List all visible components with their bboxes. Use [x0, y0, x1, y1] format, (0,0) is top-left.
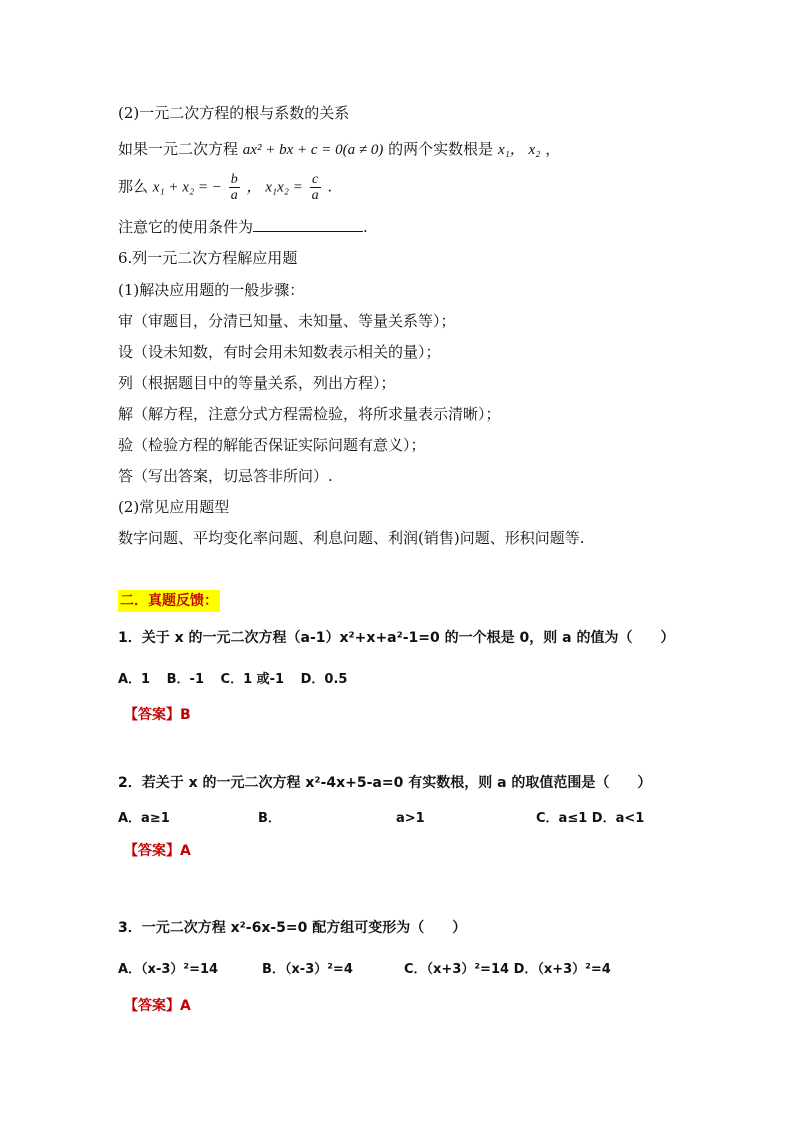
fill-in-blank[interactable] — [253, 217, 363, 232]
step-item: 解（解方程，注意分式方程需检验，将所求量表示清晰）； — [118, 405, 501, 423]
text-fragment: ， — [545, 140, 561, 158]
types-text: 数字问题、平均变化率问题、利息问题、利润(销售)问题、形积问题等. — [118, 529, 585, 547]
question-3-answer — [124, 995, 191, 1017]
option[interactable]: B．-1 — [166, 672, 204, 687]
answer-label: 【答案】 — [124, 707, 180, 723]
answer-value: A — [180, 998, 191, 1014]
step-item: 验（检验方程的解能否保证实际问题有意义）； — [118, 436, 426, 454]
step-item: 答（写出答案，切忌答非所问）. — [118, 467, 333, 485]
section-6-title: 6.列一元二次方程解应用题 — [118, 249, 298, 267]
answer-label: 【答案】 — [124, 843, 180, 859]
vieta-formula-line — [118, 172, 332, 203]
option[interactable]: D．0.5 — [300, 672, 348, 687]
option[interactable]: B．（x-3）²=4 — [262, 962, 353, 977]
subsection-heading-roots-coefficients: (2)一元二次方程的根与系数的关系 — [118, 104, 350, 122]
option[interactable]: C．（x+3）²=14 D．（x+3）²=4 — [404, 962, 611, 977]
option[interactable]: A．1 — [118, 672, 151, 687]
fraction-numerator: c — [310, 172, 321, 188]
option[interactable]: C．a≤1 D．a<1 — [536, 811, 645, 826]
quadratic-equation: ax² + bx + c = 0(a ≠ 0) — [242, 142, 384, 158]
question-1-stem: 1．关于 x 的一元二次方程（a-1）x²+x+a²-1=0 的一个根是 0，则 a 的值为（ ） — [118, 630, 675, 646]
step-item: 审（审题目，分清已知量、未知量、等量关系等）； — [118, 312, 456, 330]
option[interactable]: C．1 或-1 — [220, 672, 285, 687]
usage-condition-line — [118, 216, 368, 238]
question-2-stem: 2．若关于 x 的一元二次方程 x²-4x+5-a=0 有实数根，则 a 的取值范围是（ ） — [118, 775, 652, 791]
answer-label: 【答案】 — [124, 998, 180, 1014]
option[interactable]: A．（x-3）²=14 — [118, 962, 219, 977]
step-item: 列（根据题目中的等量关系，列出方程）； — [118, 374, 396, 392]
fraction-denominator: a — [311, 188, 319, 203]
product-of-roots: ， x₁x₂ = — [246, 179, 303, 196]
fraction-c-over-a — [310, 172, 321, 203]
question-3-stem: 3．一元二次方程 x²-6x-5=0 配方组可变形为（ ） — [118, 920, 467, 936]
text-fragment: . — [327, 177, 333, 196]
fraction-numerator: b — [230, 172, 238, 187]
text-fragment: 如果一元二次方程 — [118, 140, 239, 158]
steps-heading: (1)解决应用题的一般步骤： — [118, 281, 305, 299]
sum-of-roots: x₁ + x₂ = − — [152, 179, 222, 196]
text-fragment: . — [363, 218, 368, 236]
roots-symbols: x₁， x₂ — [497, 142, 541, 158]
vieta-condition-line — [118, 138, 560, 161]
answer-value: A — [180, 843, 191, 859]
option[interactable]: A．a≥1 — [118, 811, 170, 826]
step-item: 设（设未知数，有时会用未知数表示相关的量）； — [118, 343, 441, 361]
option[interactable]: B． — [258, 811, 281, 826]
text-fragment: 注意它的使用条件为 — [118, 218, 254, 236]
option[interactable]: a>1 — [396, 811, 425, 826]
types-heading: (2)常见应用题型 — [118, 498, 230, 516]
text-fragment: 那么 — [118, 177, 149, 196]
text-fragment: 的两个实数根是 — [388, 140, 494, 158]
answer-value: B — [180, 707, 191, 723]
question-1-options — [118, 669, 359, 691]
feedback-section-title: 二．真题反馈： — [118, 590, 220, 612]
fraction-denominator: a — [230, 188, 238, 203]
question-2-answer — [124, 840, 191, 862]
fraction-b-over-a — [229, 172, 240, 203]
question-1-answer — [124, 704, 191, 726]
